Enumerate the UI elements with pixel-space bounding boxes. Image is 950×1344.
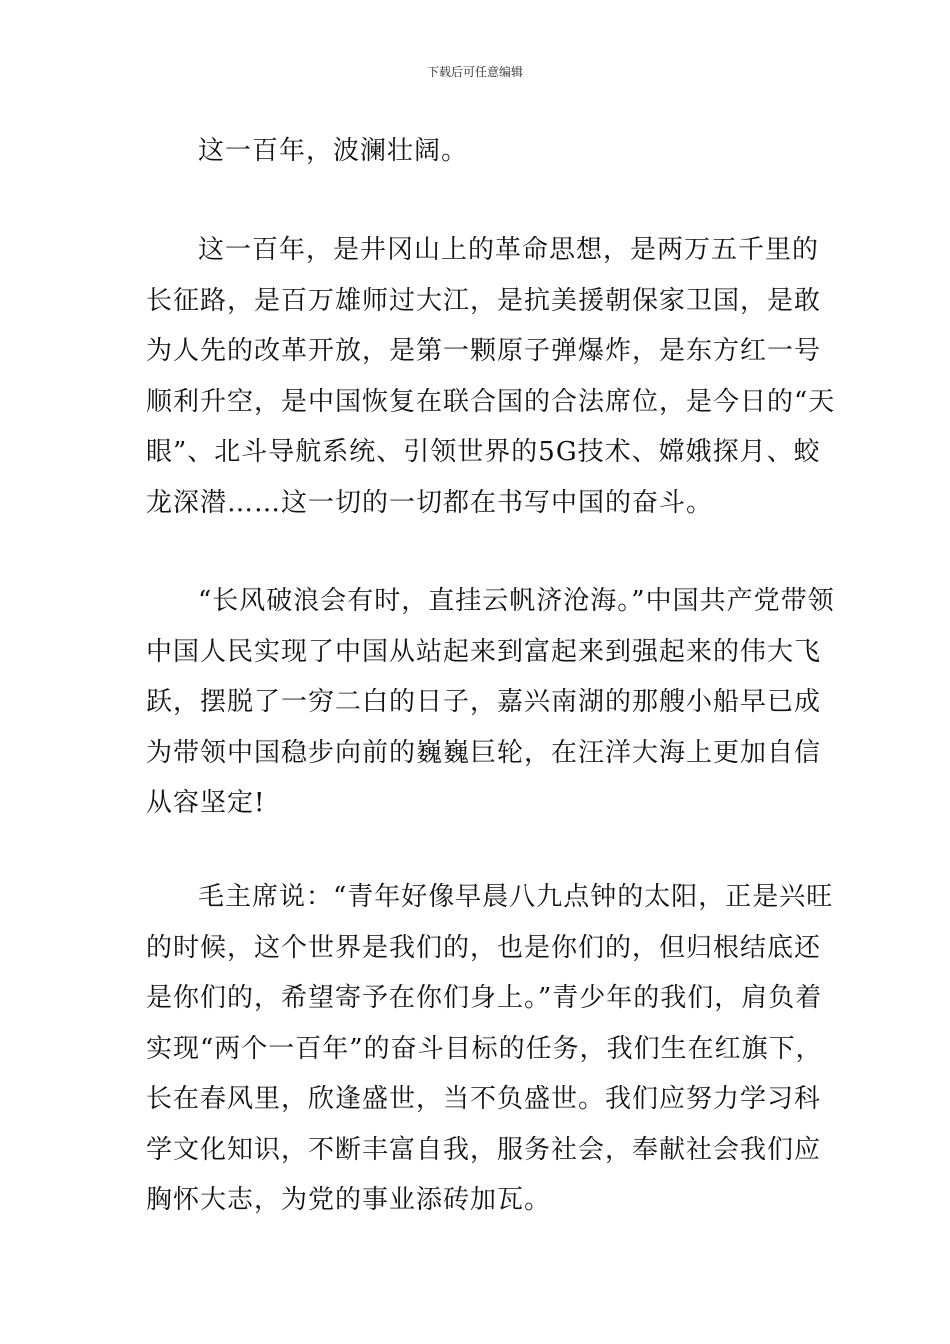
- page-header: 下载后可任意编辑: [426, 65, 523, 79]
- paragraph-2: 这一百年，是井冈山上的革命思想，是两万五千里的长征路，是百万雄师过大江，是抗美援朝保家卫国，是敢为人先的改革开放，是第一颗原子弹爆炸，是东方红一号顺利升空，是中国恢复在联合国的合法席位，是今日的“天眼”、北斗导航系统、引领世界的5G技术、嫦娥探月、蛟龙深潜……这一切的一切都在书写中国的奋斗。: [146, 235, 836, 518]
- paragraph-4: 毛主席说：“青年好像早晨八九点钟的太阳，正是兴旺的时候，这个世界是我们的，也是你们的，但归根结底还是你们的，希望寄予在你们身上。”青少年的我们，肩负着实现“两个一百年”的奋斗目标的任务，我们生在红旗下，长在春风里，欣逢盛世，当不负盛世。我们应努力学习科学文化知识，不断丰富自我，服务社会，奉献社会我们应胸怀大志，为党的事业添砖加瓦。: [146, 882, 834, 1215]
- paragraph-3: “长风破浪会有时，直挂云帆济沧海。”中国共产党带领中国人民实现了中国从站起来到富起来到强起来的伟大飞跃，摆脱了一穷二白的日子，嘉兴南湖的那艘小船早已成为带领中国稳步向前的巍巍巨轮，在汪洋大海上更加自信从容坚定!: [146, 586, 835, 818]
- paragraph-1: 这一百年，波澜壮阔。: [198, 136, 469, 166]
